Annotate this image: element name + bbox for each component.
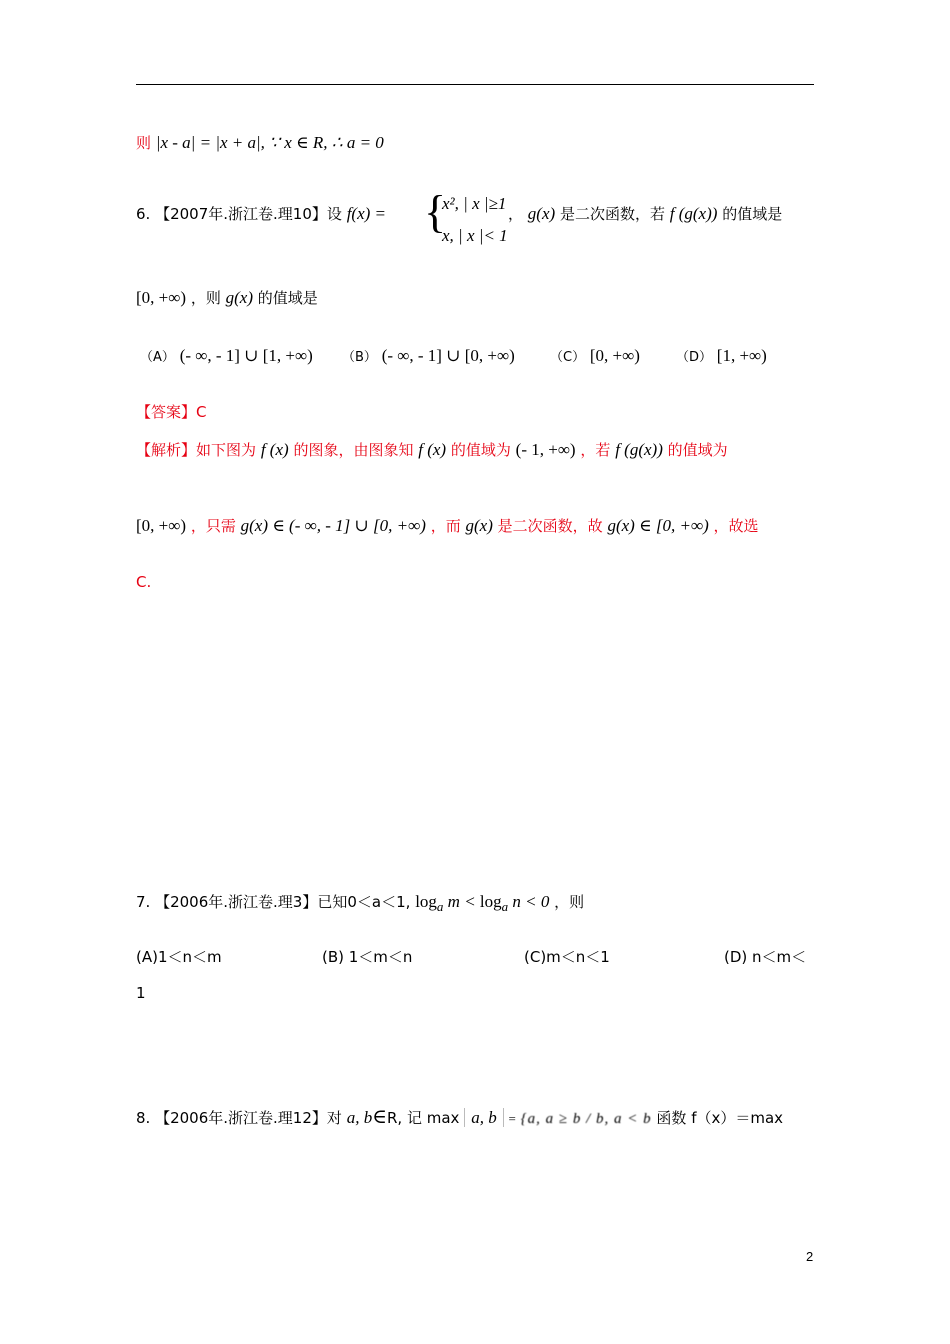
q7-option-c: (C)m＜n＜1 bbox=[524, 948, 610, 966]
q6-analysis-line1: 【解析】如下图为 f (x) 的图象，由图象知 f (x) 的值域为 (- 1, +∞) ，若 f (g(x)) 的值域为 bbox=[136, 440, 728, 459]
q6-case1: x², | x |≥1 bbox=[442, 194, 507, 213]
q6-gx: g(x) bbox=[527, 204, 556, 223]
q6-fgx: f (g(x)) bbox=[669, 204, 718, 223]
page-number: 2 bbox=[806, 1249, 814, 1264]
q7-option-a: (A)1＜n＜m bbox=[136, 948, 222, 966]
q6-piecewise-brace: { bbox=[424, 186, 447, 237]
header-rule bbox=[136, 84, 814, 85]
q8-cases-blurred: {a, a ≥ b / b, a < b bbox=[520, 1111, 652, 1127]
q6-option-d: （D） [1, +∞) bbox=[676, 346, 767, 365]
q6-analysis-line2: [0, +∞) ，只需 g(x) ∈ (- ∞, - 1] ∪ [0, +∞) ，而 g(x) 是二次函数，故 g(x) ∈ [0, +∞) ，故选 bbox=[136, 516, 759, 535]
line1-prefix: 则 bbox=[136, 134, 152, 152]
q6-option-c: （C） [0, +∞) bbox=[550, 346, 640, 365]
q6-option-b: （B） (- ∞, - 1] ∪ [0, +∞) bbox=[342, 346, 515, 365]
q6-line1 bbox=[136, 203, 386, 224]
q6-number: 6. bbox=[136, 205, 151, 223]
q6-line1-tail: ， g(x) 是二次函数，若 f (g(x)) 的值域是 bbox=[508, 204, 783, 223]
q6-source: 【2007年.浙江卷.理10】设 bbox=[155, 205, 342, 223]
q8-line1: 8. 【2006年.浙江卷.理12】对 a, b∈R, 记 max a, b = {a, a ≥ b / b, a < b 函数 f（x）＝max bbox=[136, 1106, 784, 1128]
q6-case2: x, | x |< 1 bbox=[442, 226, 508, 245]
q7-option-d: (D) n＜m＜ bbox=[724, 948, 807, 966]
q6-line2: [0, +∞) ，则 g(x) 的值域是 bbox=[136, 288, 318, 307]
line1 bbox=[136, 132, 384, 153]
q7-line1: 7. 【2006年.浙江卷.理3】已知0＜a＜1, $\log_a m < \log_a n < 0$ ，则 bbox=[136, 892, 585, 914]
q6-option-a: （A） (- ∞, - 1] ∪ [1, +∞) bbox=[140, 346, 313, 365]
line1-math: |x - a| = |x + a|, ∵ x ∈ R, ∴ a = 0 bbox=[155, 133, 384, 152]
q6-f-def: f(x) = bbox=[346, 204, 386, 223]
q6-analysis-line3: C. bbox=[136, 573, 152, 591]
q7-option-b: (B) 1＜m＜n bbox=[322, 948, 413, 966]
q7-option-d-wrap: 1 bbox=[136, 984, 146, 1002]
q6-answer: 【答案】C bbox=[136, 403, 207, 421]
